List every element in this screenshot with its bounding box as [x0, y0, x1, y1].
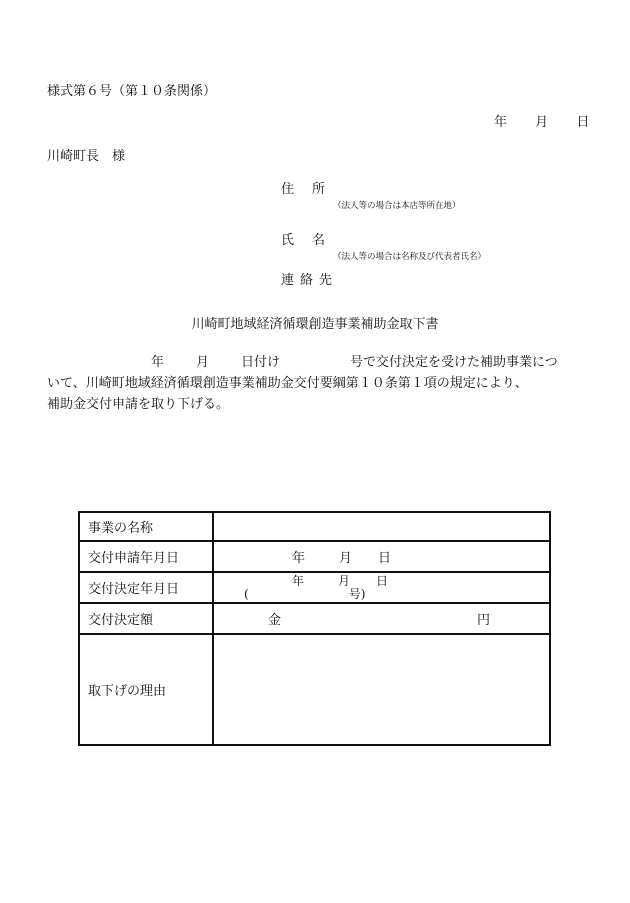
decision-amount-field[interactable]: [213, 603, 550, 634]
project-name-field[interactable]: [213, 512, 550, 541]
statement-year: 年: [151, 355, 165, 370]
address-label: 住所: [281, 182, 344, 197]
submission-date: [494, 111, 589, 130]
statement-month: 月: [196, 355, 210, 370]
table-row: [79, 634, 550, 745]
decision-date-line: [222, 575, 541, 588]
table-row: [79, 512, 550, 541]
project-name-label: 事業の名称: [79, 512, 213, 541]
application-month: 月: [339, 551, 353, 566]
amount-suffix: 円: [477, 613, 491, 628]
application-day: 日: [378, 551, 392, 566]
date-day: 日: [576, 115, 590, 130]
decision-date-field[interactable]: [213, 572, 550, 603]
contact-label: 連絡先: [281, 273, 339, 288]
decision-date-label: 交付決定年月日: [79, 572, 213, 603]
decision-number-open-paren: (: [244, 586, 249, 601]
statement-line-1-rest: 号で交付決定を受けた補助事業につ: [350, 355, 558, 370]
withdrawal-reason-label: 取下げの理由: [79, 634, 213, 745]
statement-line-3: 補助金交付申請を取り下げる。: [47, 397, 230, 412]
table-row: [79, 603, 550, 634]
decision-year: 年: [292, 573, 305, 588]
application-date-field[interactable]: [213, 541, 550, 572]
decision-day: 日: [376, 573, 389, 588]
statement-line-2: いて、川崎町地域経済循環創造事業補助金交付要綱第１０条第１項の規定により、: [47, 376, 528, 391]
date-year: 年: [494, 115, 508, 130]
decision-number-suffix: 号): [348, 586, 366, 601]
address-note: （法人等の場合は本店等所在地）: [333, 201, 461, 211]
withdrawal-reason-field[interactable]: [213, 634, 550, 745]
decision-amount-label: 交付決定額: [79, 603, 213, 634]
withdrawal-statement: [47, 352, 585, 415]
decision-month: 月: [338, 573, 351, 588]
date-month: 月: [535, 115, 549, 130]
decision-number-line: [222, 588, 541, 601]
name-note: （法人等の場合は名称及び代表者氏名）: [333, 252, 487, 262]
withdrawal-details-table: [78, 511, 551, 746]
table-row: [79, 541, 550, 572]
statement-day: 日付け: [241, 355, 281, 370]
application-date-label: 交付申請年月日: [79, 541, 213, 572]
name-label: 氏名: [281, 233, 344, 248]
application-year: 年: [292, 551, 306, 566]
statement-line-1: [47, 352, 585, 373]
form-number: 様式第６号（第１０条関係）: [47, 84, 217, 99]
document-title: 川崎町地域経済循環創造事業補助金取下書: [191, 317, 439, 332]
amount-prefix: 金: [268, 613, 282, 628]
table-row: [79, 572, 550, 603]
addressee: 川崎町長 様: [47, 149, 126, 164]
